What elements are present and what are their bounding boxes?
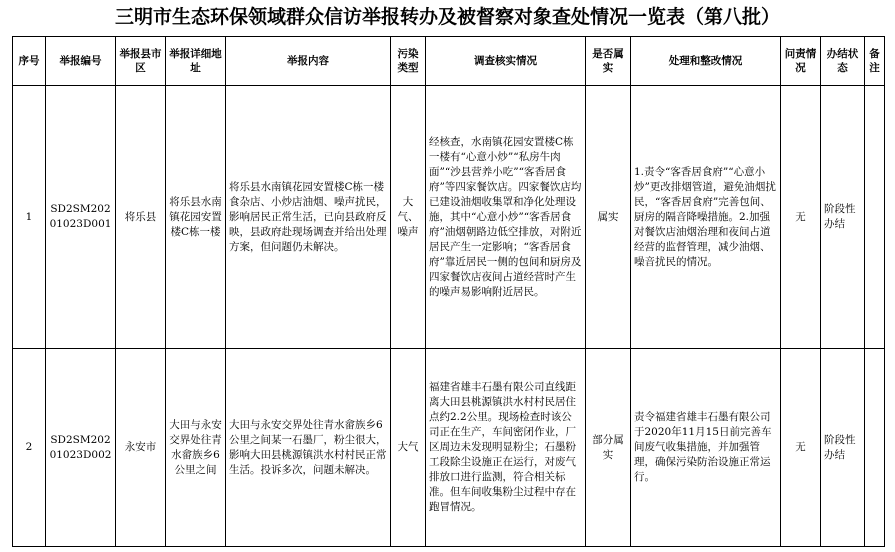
cell-investigation: 福建省雄丰石墨有限公司直线距离大田县桃源镇洪水村村民居住点约2.2公里。现场检查时该公司正在生产，车间密闭作业，厂区周边未发现明显粉尘；石墨粉工段除尘设施正在运行，对废气排放口进行监测，符合相关标准。但车间收集粉尘过程中存在跑冒情况。: [426, 349, 586, 547]
page-title: 三明市生态环保领域群众信访举报转办及被督察对象查处情况一览表（第八批）: [114, 6, 780, 28]
header-handling: 处理和整改情况: [631, 37, 781, 86]
cell-pollution-type: 大气: [391, 349, 426, 547]
report-table: [12, 36, 885, 547]
cell-accountability: 无: [781, 349, 821, 547]
header-is-true: 是否属实: [586, 37, 631, 86]
cell-is-true: 属实: [586, 86, 631, 349]
header-accountability: 问责情况: [781, 37, 821, 86]
cell-investigation: 经核查，水南镇花园安置楼C栋一楼有“心意小炒”“私房牛肉面”“沙县营养小吃”“客香居食府”等四家餐饮店。四家餐饮店均已建设油烟收集罩和净化处理设施，其中“心意小炒”“客香居食府”油烟朝路边低空排放，对附近居民产生一定影响；“客香居食府”靠近居民一侧的包间和厨房及四家餐饮店夜间占道经营时产生的噪声易影响附近居民。: [426, 86, 586, 349]
cell-remarks: [865, 349, 885, 547]
cell-address: 大田与永安交界处往青水畲族乡6公里之间: [166, 349, 226, 547]
cell-county: 永安市: [116, 349, 166, 547]
header-row: [13, 37, 885, 86]
cell-pollution-type: 大气、噪声: [391, 86, 426, 349]
cell-content: 大田与永安交界处往青水畲族乡6公里之间某一石墨厂，粉尘很大，影响大田县桃源镇洪水村村民正常生活。投诉多次，问题未解决。: [226, 349, 391, 547]
header-remarks: 备注: [865, 37, 885, 86]
header-address: 举报详细地址: [166, 37, 226, 86]
cell-handling: 1.责令“客香居食府”“心意小炒”更改排烟管道，避免油烟扰民，“客香居食府”完善包间、厨房的隔音降噪措施。2.加强对餐饮店油烟治理和夜间占道经营的监督管理，减少油烟、噪音扰民的情况。: [631, 86, 781, 349]
cell-is-true: 部分属实: [586, 349, 631, 547]
cell-county: 将乐县: [116, 86, 166, 349]
header-county: 举报县市区: [116, 37, 166, 86]
cell-content: 将乐县水南镇花园安置楼C栋一楼食杂店、小炒店油烟、噪声扰民，影响居民正常生活，已向县政府反映，县政府赴现场调查并给出处理方案，但问题仍未解决。: [226, 86, 391, 349]
header-content: 举报内容: [226, 37, 391, 86]
cell-handling: 责令福建省雄丰石墨有限公司于2020年11月15日前完善车间废气收集措施，并加强管理，确保污染防治设施正常运行。: [631, 349, 781, 547]
table-row: [13, 349, 885, 547]
header-status: 办结状态: [821, 37, 865, 86]
header-pollution-type: 污染类型: [391, 37, 426, 86]
cell-report-no: SD2SM20201023D001: [46, 86, 116, 349]
cell-status: 阶段性办结: [821, 86, 865, 349]
cell-remarks: [865, 86, 885, 349]
header-seq: 序号: [13, 37, 46, 86]
header-report-no: 举报编号: [46, 37, 116, 86]
table-row: [13, 86, 885, 349]
header-investigation: 调查核实情况: [426, 37, 586, 86]
cell-report-no: SD2SM20201023D002: [46, 349, 116, 547]
cell-seq: 1: [13, 86, 46, 349]
cell-seq: 2: [13, 349, 46, 547]
cell-accountability: 无: [781, 86, 821, 349]
cell-status: 阶段性办结: [821, 349, 865, 547]
cell-address: 将乐县水南镇花园安置楼C栋一楼: [166, 86, 226, 349]
